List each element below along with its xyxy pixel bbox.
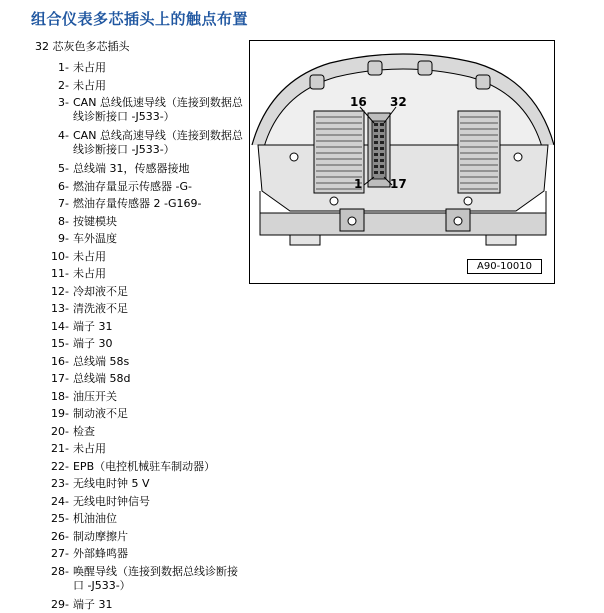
pin-row: 10 - 未占用 bbox=[0, 248, 248, 266]
pin-description: 无线电时钟信号 bbox=[69, 493, 248, 511]
pin-row: 21 - 未占用 bbox=[0, 440, 248, 458]
pin-row: 15 - 端子 30 bbox=[0, 335, 248, 353]
pin-description: 车外温度 bbox=[69, 230, 248, 248]
pin-row: 27 - 外部蜂鸣器 bbox=[0, 545, 248, 563]
pin-description: 端子 30 bbox=[69, 335, 248, 353]
pin-label-1: 1 bbox=[354, 177, 362, 191]
pin-label-17: 17 bbox=[390, 177, 407, 191]
pin-description: 燃油存量传感器 2 -G169- bbox=[69, 195, 248, 213]
pin-number: 11 bbox=[0, 265, 65, 283]
pin-label-16: 16 bbox=[350, 95, 367, 109]
pin-description: CAN 总线高速导线（连接到数据总线诊断接口 -J533-） bbox=[69, 127, 248, 160]
pin-number: 25 bbox=[0, 510, 65, 528]
pin-description: 清洗液不足 bbox=[69, 300, 248, 318]
pin-row: 3 - CAN 总线低速导线（连接到数据总线诊断接口 -J533-） bbox=[0, 94, 248, 127]
pin-row: 23 - 无线电时钟 5 V bbox=[0, 475, 248, 493]
pin-description: 总线端 58s bbox=[69, 353, 248, 371]
pin-number: 14 bbox=[0, 318, 65, 336]
pin-row: 20 - 检查 bbox=[0, 423, 248, 441]
pin-number: 27 bbox=[0, 545, 65, 563]
pin-description: 机油油位 bbox=[69, 510, 248, 528]
pin-number: 6 bbox=[0, 178, 65, 196]
pin-description: 制动摩擦片 bbox=[69, 528, 248, 546]
pin-description: 按键模块 bbox=[69, 213, 248, 231]
pin-description: 制动液不足 bbox=[69, 405, 248, 423]
pin-row: 13 - 清洗液不足 bbox=[0, 300, 248, 318]
pin-list bbox=[0, 59, 248, 613]
pin-description: 外部蜂鸣器 bbox=[69, 545, 248, 563]
pin-description: 油压开关 bbox=[69, 388, 248, 406]
pin-number: 4 bbox=[0, 127, 65, 160]
pin-row: 18 - 油压开关 bbox=[0, 388, 248, 406]
pin-description: 无线电时钟 5 V bbox=[69, 475, 248, 493]
pin-description: 燃油存量显示传感器 -G- bbox=[69, 178, 248, 196]
pin-description: 端子 31 bbox=[69, 596, 248, 613]
pin-number: 22 bbox=[0, 458, 65, 476]
pin-row: 19 - 制动液不足 bbox=[0, 405, 248, 423]
pin-label-32: 32 bbox=[390, 95, 407, 109]
pin-row: 25 - 机油油位 bbox=[0, 510, 248, 528]
pin-row: 17 - 总线端 58d bbox=[0, 370, 248, 388]
pin-number: 17 bbox=[0, 370, 65, 388]
pin-number: 1 bbox=[0, 59, 65, 77]
pin-number: 7 bbox=[0, 195, 65, 213]
pin-number: 28 bbox=[0, 563, 65, 596]
pin-row: 2 - 未占用 bbox=[0, 77, 248, 95]
pin-number: 9 bbox=[0, 230, 65, 248]
pin-number: 21 bbox=[0, 440, 65, 458]
page-title: 组合仪表多芯插头上的触点布置 bbox=[31, 8, 248, 29]
pin-number: 16 bbox=[0, 353, 65, 371]
pin-number: 24 bbox=[0, 493, 65, 511]
pin-number: 26 bbox=[0, 528, 65, 546]
pin-description: 总线端 58d bbox=[69, 370, 248, 388]
pin-row: 11 - 未占用 bbox=[0, 265, 248, 283]
pin-description: EPB（电控机械驻车制动器） bbox=[69, 458, 248, 476]
pin-row: 6 - 燃油存量显示传感器 -G- bbox=[0, 178, 248, 196]
pin-number: 29 bbox=[0, 596, 65, 613]
pin-description: 未占用 bbox=[69, 248, 248, 266]
pin-row: 22 - EPB（电控机械驻车制动器） bbox=[0, 458, 248, 476]
pin-row: 26 - 制动摩擦片 bbox=[0, 528, 248, 546]
pin-number: 19 bbox=[0, 405, 65, 423]
pin-number: 2 bbox=[0, 77, 65, 95]
pin-number: 8 bbox=[0, 213, 65, 231]
pin-row: 28 - 唤醒导线（连接到数据总线诊断接口 -J533-） bbox=[0, 563, 248, 596]
pin-row: 16 - 总线端 58s bbox=[0, 353, 248, 371]
pin-description: 冷却液不足 bbox=[69, 283, 248, 301]
pin-number: 13 bbox=[0, 300, 65, 318]
pin-row: 14 - 端子 31 bbox=[0, 318, 248, 336]
pin-description: 未占用 bbox=[69, 59, 248, 77]
pin-row: 9 - 车外温度 bbox=[0, 230, 248, 248]
pin-row: 29 - 端子 31 bbox=[0, 596, 248, 613]
connector-figure bbox=[249, 40, 555, 284]
pin-number: 5 bbox=[0, 160, 65, 178]
pin-description: 未占用 bbox=[69, 440, 248, 458]
pin-description: 检查 bbox=[69, 423, 248, 441]
pin-row: 1 - 未占用 bbox=[0, 59, 248, 77]
pin-number: 3 bbox=[0, 94, 65, 127]
pin-number: 15 bbox=[0, 335, 65, 353]
pin-row: 8 - 按键模块 bbox=[0, 213, 248, 231]
pin-row: 7 - 燃油存量传感器 2 -G169- bbox=[0, 195, 248, 213]
pin-description: 总线端 31，传感器接地 bbox=[69, 160, 248, 178]
pin-description: 端子 31 bbox=[69, 318, 248, 336]
pin-description: CAN 总线低速导线（连接到数据总线诊断接口 -J533-） bbox=[69, 94, 248, 127]
figure-label: A90-10010 bbox=[467, 259, 542, 274]
pin-description: 未占用 bbox=[69, 265, 248, 283]
pin-number: 23 bbox=[0, 475, 65, 493]
pin-number: 20 bbox=[0, 423, 65, 441]
pin-row: 5 - 总线端 31，传感器接地 bbox=[0, 160, 248, 178]
pin-number: 12 bbox=[0, 283, 65, 301]
pin-description: 未占用 bbox=[69, 77, 248, 95]
pin-number: 10 bbox=[0, 248, 65, 266]
pin-row: 12 - 冷却液不足 bbox=[0, 283, 248, 301]
pin-number: 18 bbox=[0, 388, 65, 406]
pin-description: 唤醒导线（连接到数据总线诊断接口 -J533-） bbox=[69, 563, 248, 596]
pin-row: 24 - 无线电时钟信号 bbox=[0, 493, 248, 511]
instrument-cluster-drawing bbox=[250, 41, 556, 285]
connector-heading: 32 芯灰色多芯插头 bbox=[35, 38, 130, 54]
pin-row: 4 - CAN 总线高速导线（连接到数据总线诊断接口 -J533-） bbox=[0, 127, 248, 160]
